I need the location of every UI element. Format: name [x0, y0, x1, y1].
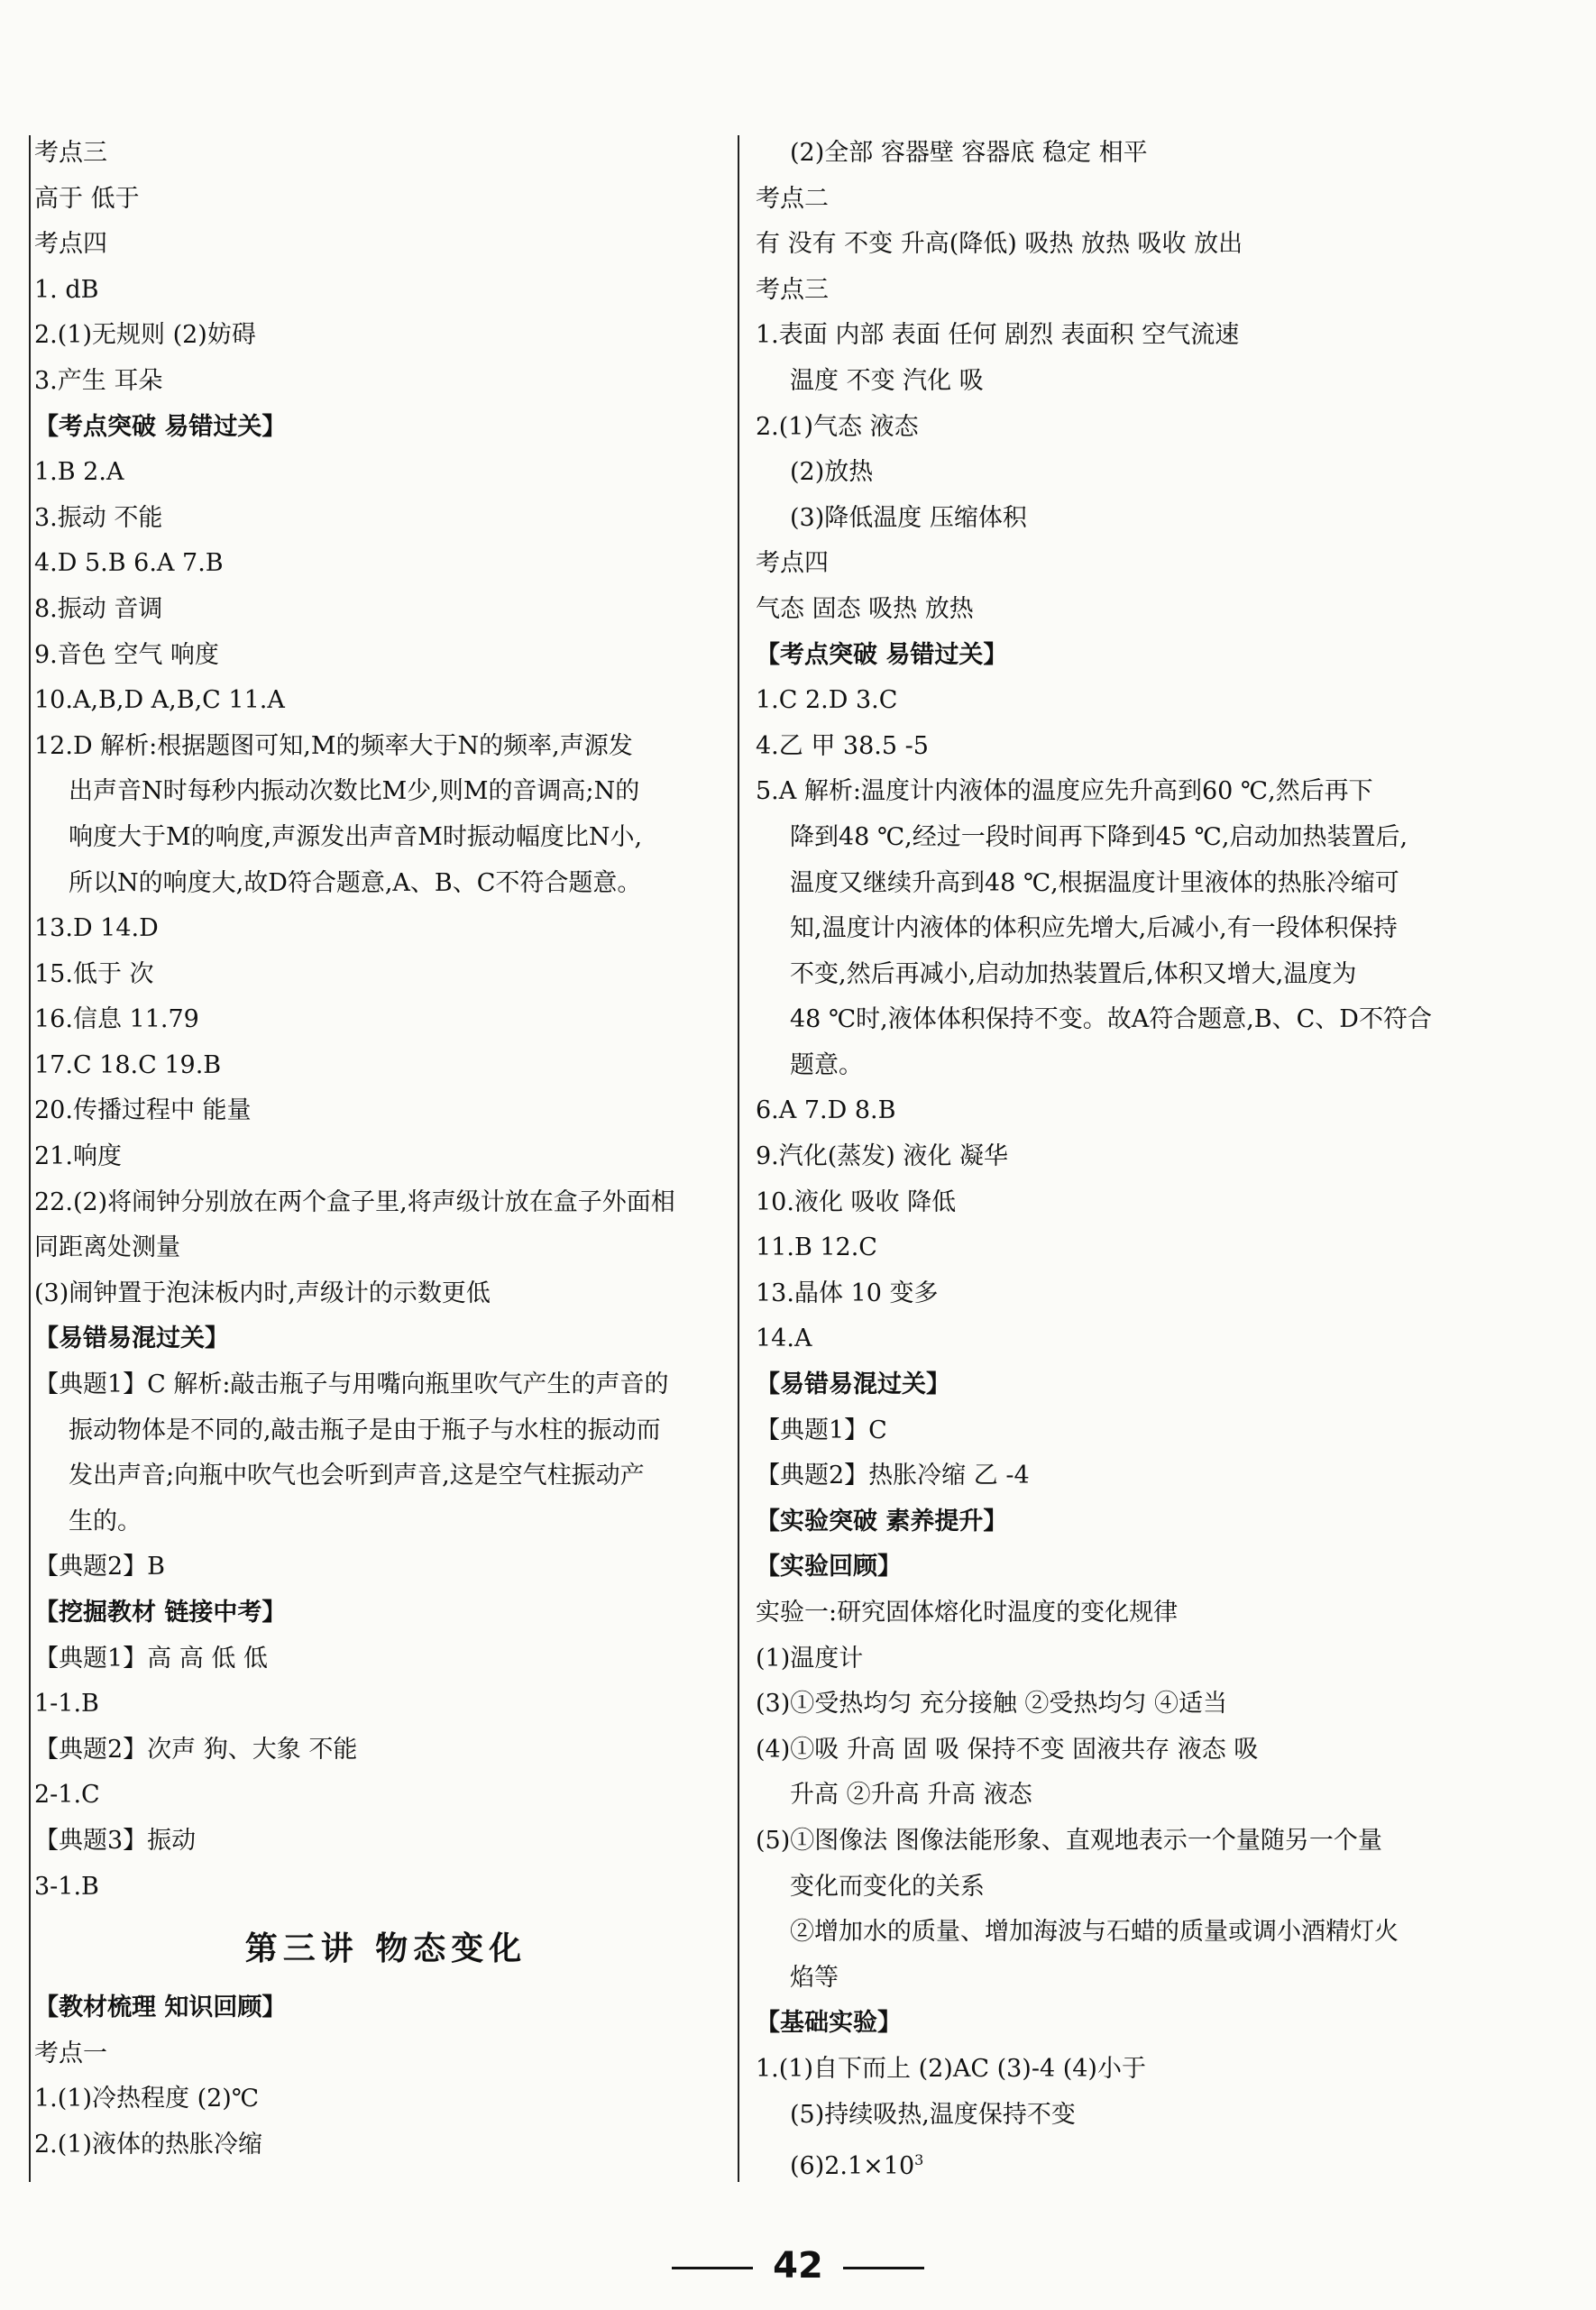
answer-line [34, 1043, 738, 1089]
answer-line [34, 861, 738, 907]
answer-text: 降到48 ℃,经过一段时间再下降到45 ℃,启动加热装置后, [790, 822, 1408, 851]
answer-line [756, 769, 1468, 815]
answer-text: 10.液化 吸收 降低 [756, 1187, 957, 1216]
answer-line [756, 1180, 1468, 1226]
answer-line [34, 1545, 738, 1590]
answer-text: 11.B 12.C [756, 1233, 877, 1262]
answer-line [34, 2031, 738, 2077]
answer-text: (1)温度计 [756, 1644, 864, 1673]
answer-text: 响度大于M的响度,声源发出声音M时振动幅度比N小, [69, 822, 643, 851]
answer-text: (5)持续吸热,温度保持不变 [790, 2100, 1076, 2129]
answer-text: 【典题1】C [756, 1416, 887, 1444]
answer-text: 【实验突破 素养提升】 [756, 1507, 1008, 1535]
answer-text: 【典题2】B [34, 1553, 166, 1581]
answer-text: 14.A [756, 1325, 812, 1353]
answer-line [756, 177, 1468, 223]
answer-text: 高于 低于 [34, 184, 140, 213]
answer-text: 题意。 [790, 1050, 863, 1079]
answer-text: 16.信息 11.79 [34, 1005, 199, 1034]
answer-text: 12.D 解析:根据题图可知,M的频率大于N的频率,声源发 [34, 731, 633, 760]
answer-text: 3.产生 耳朵 [34, 366, 163, 395]
answer-text: 【教材梳理 知识回顾】 [34, 1994, 287, 2022]
answer-text: 【典题2】次声 狗、大象 不能 [34, 1735, 358, 1764]
left-margin-rule [29, 135, 31, 2182]
answer-line [34, 769, 738, 815]
answer-text: 变化而变化的关系 [790, 1872, 985, 1901]
answer-text: 实验一:研究固体熔化时温度的变化规律 [756, 1599, 1179, 1627]
answer-text: 【典题1】高 高 低 低 [34, 1644, 268, 1673]
answer-text: 1-1.B [34, 1690, 99, 1719]
answer-text: 1.表面 内部 表面 任何 剧烈 表面积 空气流速 [756, 321, 1240, 350]
answer-line [756, 359, 1468, 405]
answer-line [34, 1134, 738, 1180]
answer-text: 【典题1】C 解析:敲击瓶子与用嘴向瓶里吹气产生的声音的 [34, 1370, 669, 1399]
answer-text: 【典题3】振动 [34, 1826, 197, 1855]
answer-line [756, 587, 1468, 633]
answer-line [756, 1728, 1468, 1774]
right-column [756, 131, 1468, 2184]
footer-dash-right [843, 2267, 924, 2269]
answer-line [34, 541, 738, 587]
answer-text: 2.(1)气态 液态 [756, 412, 919, 441]
answer-line [34, 1682, 738, 1728]
column-divider [738, 135, 739, 2182]
answer-text: (4)①吸 升高 固 吸 保持不变 固液共存 液态 吸 [756, 1735, 1259, 1764]
answer-line [34, 724, 738, 770]
answer-line [756, 1773, 1468, 1819]
answer-text: 4.乙 甲 38.5 -5 [756, 731, 929, 760]
answer-text: (5)①图像法 图像法能形象、直观地表示一个量随另一个量 [756, 1826, 1382, 1855]
answer-line [756, 496, 1468, 542]
answer-text: (2)放热 [790, 458, 874, 487]
answer-line [34, 1225, 738, 1271]
answer-line [756, 1682, 1468, 1728]
answer-line [756, 450, 1468, 496]
answer-text: 13.晶体 10 变多 [756, 1279, 939, 1307]
answer-text: 21.响度 [34, 1142, 122, 1171]
answer-line [756, 1453, 1468, 1499]
answer-text: 【挖掘教材 链接中考】 [34, 1599, 287, 1627]
answer-text: 22.(2)将闹钟分别放在两个盒子里,将声级计放在盒子外面相 [34, 1187, 675, 1216]
answer-line [756, 724, 1468, 770]
answer-line [34, 1362, 738, 1408]
answer-text: (2)全部 容器壁 容器底 稳定 相平 [790, 139, 1148, 167]
answer-line [756, 1956, 1468, 2002]
answer-text: 1.C 2.D 3.C [756, 686, 898, 715]
answer-text: 48 ℃时,液体体积保持不变。故A符合题意,B、C、D不符合 [790, 1005, 1432, 1034]
answer-line [34, 906, 738, 952]
answer-line [34, 633, 738, 679]
answer-text: 【实验回顾】 [756, 1553, 902, 1581]
answer-line [34, 131, 738, 177]
answer-line [756, 815, 1468, 861]
answer-line [34, 313, 738, 359]
answer-text: 17.C 18.C 19.B [34, 1050, 222, 1079]
answer-line [756, 1043, 1468, 1089]
answer-line [34, 1865, 738, 1911]
answer-text: 温度又继续升高到48 ℃,根据温度计里液体的热胀冷缩可 [790, 868, 1399, 897]
answer-text: 10.A,B,D A,B,C 11.A [34, 686, 285, 715]
answer-text: 1.(1)冷热程度 (2)℃ [34, 2085, 260, 2113]
answer-line [34, 2076, 738, 2122]
section-heading [756, 1545, 1468, 1590]
answer-line [756, 2093, 1468, 2139]
answer-text: 【考点突破 易错过关】 [756, 640, 1008, 669]
answer-text: 13.D 14.D [34, 914, 159, 943]
answer-line [34, 1773, 738, 1819]
answer-line [756, 268, 1468, 314]
answer-text: 考点三 [34, 139, 107, 167]
answer-text: 9.汽化(蒸发) 液化 凝华 [756, 1142, 1008, 1171]
answer-text: 【基础实验】 [756, 2009, 902, 2038]
footer-dash-left [672, 2267, 753, 2269]
answer-line [756, 131, 1468, 177]
answer-text: 【易错易混过关】 [34, 1325, 229, 1353]
answer-line [756, 1088, 1468, 1134]
answer-line [756, 678, 1468, 724]
section-heading [34, 1590, 738, 1636]
answer-line [756, 1134, 1468, 1180]
answer-text: 焰等 [790, 1963, 839, 1992]
answer-text: 15.低于 次 [34, 959, 154, 988]
answer-text: 知,温度计内液体的体积应先增大,后减小,有一段体积保持 [790, 914, 1398, 943]
answer-line [34, 1728, 738, 1774]
answer-line [756, 1910, 1468, 1956]
answer-text: (3)降低温度 压缩体积 [790, 503, 1027, 532]
answer-line [34, 1453, 738, 1499]
answer-line [34, 222, 738, 268]
page-footer [0, 2245, 1596, 2287]
answer-line [756, 222, 1468, 268]
answer-text: 5.A 解析:温度计内液体的温度应先升高到60 ℃,然后再下 [756, 777, 1373, 806]
answer-text: 考点三 [756, 275, 829, 304]
answer-text: 考点四 [756, 549, 829, 578]
answer-text: 1. dB [34, 275, 99, 304]
section-heading [756, 1499, 1468, 1545]
answer-text: 考点四 [34, 230, 107, 259]
answer-text: (3)闹钟置于泡沫板内时,声级计的示数更低 [34, 1279, 491, 1307]
page-number: 42 [773, 2245, 823, 2287]
answer-text: 3.振动 不能 [34, 503, 163, 532]
answer-line [756, 1636, 1468, 1682]
answer-line [34, 952, 738, 998]
section-heading [756, 2001, 1468, 2047]
answer-line [756, 1225, 1468, 1271]
answer-line [34, 678, 738, 724]
answer-line [34, 1408, 738, 1454]
answer-line [34, 1499, 738, 1545]
answer-text: 不变,然后再减小,启动加热装置后,体积又增大,温度为 [790, 959, 1357, 988]
section-heading [756, 633, 1468, 679]
answer-line [756, 952, 1468, 998]
answer-line [756, 1408, 1468, 1454]
answer-text: 4.D 5.B 6.A 7.B [34, 549, 224, 578]
answer-line [34, 1180, 738, 1226]
answer-line [34, 496, 738, 542]
answer-line [34, 587, 738, 633]
answer-line [756, 405, 1468, 451]
answer-text: 第三讲 物态变化 [244, 1930, 527, 1968]
answer-line [756, 2138, 1468, 2184]
answer-text: 【典题2】热胀冷缩 乙 -4 [756, 1462, 1030, 1490]
answer-text: 出声音N时每秒内振动次数比M少,则M的音调高;N的 [69, 777, 640, 806]
answer-text: 考点二 [756, 184, 829, 213]
answer-text: 气态 固态 吸热 放热 [756, 594, 974, 623]
answer-text: 3-1.B [34, 1872, 99, 1901]
answer-text: 【易错易混过关】 [756, 1370, 950, 1399]
answer-text: 2.(1)液体的热胀冷缩 [34, 2130, 263, 2159]
answer-line [756, 1316, 1468, 1362]
answer-text: 振动物体是不同的,敲击瓶子是由于瓶子与水柱的振动而 [69, 1416, 661, 1444]
superscript: 3 [914, 2151, 924, 2169]
answer-text: 2-1.C [34, 1781, 100, 1810]
section-heading [34, 1985, 738, 2031]
answer-text: 升高 ②升高 升高 液态 [790, 1781, 1032, 1810]
answer-text: 20.传播过程中 能量 [34, 1096, 252, 1125]
section-heading [756, 1362, 1468, 1408]
answer-line [756, 861, 1468, 907]
answer-line [34, 268, 738, 314]
answer-text: (6)2.1×10 [790, 2152, 915, 2181]
answer-text: 6.A 7.D 8.B [756, 1096, 896, 1125]
answer-text: 8.振动 音调 [34, 594, 163, 623]
answer-line [34, 177, 738, 223]
answer-text: 有 没有 不变 升高(降低) 吸热 放热 吸收 放出 [756, 230, 1243, 259]
answer-text: ②增加水的质量、增加海波与石蜡的质量或调小酒精灯火 [790, 1918, 1399, 1947]
answer-text: 2.(1)无规则 (2)妨碍 [34, 321, 256, 350]
answer-text: 1.B 2.A [34, 458, 124, 487]
answer-text: 9.音色 空气 响度 [34, 640, 219, 669]
answer-text: 温度 不变 汽化 吸 [790, 366, 984, 395]
answer-line [34, 1819, 738, 1865]
answer-text: 发出声音;向瓶中吹气也会听到声音,这是空气柱振动产 [69, 1462, 645, 1490]
answer-line [34, 815, 738, 861]
answer-line [34, 450, 738, 496]
answer-line [34, 1636, 738, 1682]
answer-line [756, 906, 1468, 952]
answer-line [756, 1865, 1468, 1911]
answer-line [756, 1819, 1468, 1865]
answer-line [756, 1590, 1468, 1636]
answer-line [34, 2122, 738, 2168]
answer-text: 所以N的响度大,故D符合题意,A、B、C不符合题意。 [69, 868, 642, 897]
answer-text: 考点一 [34, 2039, 107, 2067]
answer-line [34, 1271, 738, 1317]
answer-text: 1.(1)自下而上 (2)AC (3)-4 (4)小于 [756, 2054, 1146, 2083]
section-heading [34, 405, 738, 451]
answer-line [34, 997, 738, 1043]
answer-line [756, 997, 1468, 1043]
answer-line [756, 2047, 1468, 2093]
answer-line [756, 1271, 1468, 1317]
answer-line [34, 1088, 738, 1134]
answer-line [756, 313, 1468, 359]
answer-text: 【考点突破 易错过关】 [34, 412, 287, 441]
left-column [34, 131, 738, 2168]
answer-text: 同距离处测量 [34, 1233, 180, 1262]
answer-text: (3)①受热均匀 充分接触 ②受热均匀 ④适当 [756, 1690, 1227, 1719]
answer-line [756, 541, 1468, 587]
section-heading [34, 1316, 738, 1362]
lecture-title [34, 1913, 738, 1985]
answer-line [34, 359, 738, 405]
answer-text: 生的。 [69, 1507, 142, 1535]
